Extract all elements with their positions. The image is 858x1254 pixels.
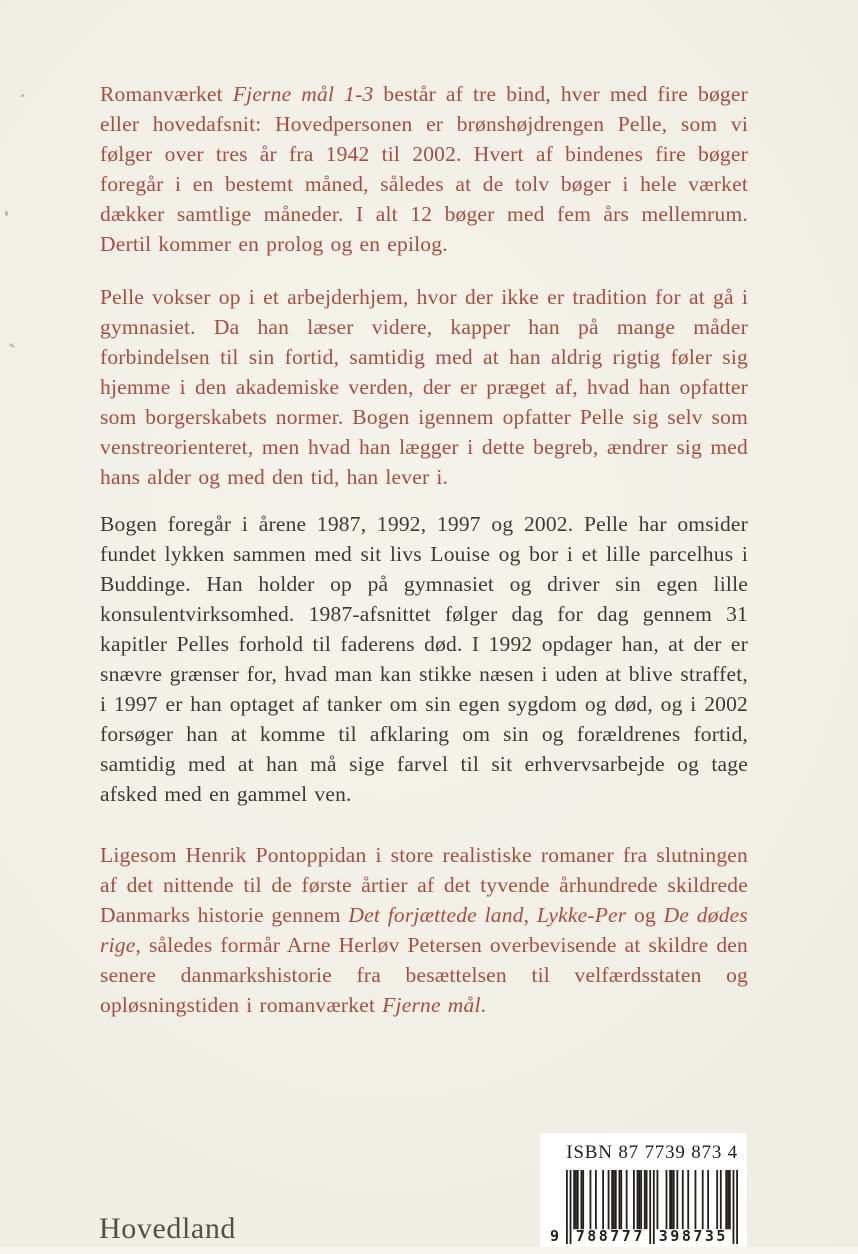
scan-speck bbox=[9, 343, 16, 349]
scan-speck bbox=[21, 94, 24, 97]
barcode-digits-left-group: 788777 bbox=[575, 1227, 645, 1245]
scan-edge-strip bbox=[0, 1247, 858, 1254]
isbn-barcode-panel bbox=[540, 1133, 747, 1250]
scan-speck bbox=[5, 211, 8, 216]
publisher-name: Hovedland bbox=[99, 1212, 237, 1245]
paragraph-plot-summary: Bogen foregår i årene 1987, 1992, 1997 og 2002. Pelle har omsider fundet lykken sammen med sit livs Louise og bor i et lille parcelhus i Buddinge. Han holder op på gymnasiet og driver sin egen lille konsulentvirksomhed. 1987-afsnittet følger dag for dag gennem 31 kapitler Pelles forhold til faderens død. I 1992 opdager han, at der er snævre grænser for, hvad man kan stikke næsen i uden at blive straffet, i 1997 er han optaget af tanker om sin egen sygdom og død, og i 2002 forsøger han at komme til afklaring om sin og forældrenes fortid, samtidig med at han må sige farvel til sit erhvervsarbejde og tage afsked med en gammel ven. bbox=[100, 512, 748, 806]
isbn-number: ISBN 87 7739 873 4 bbox=[566, 1142, 738, 1163]
paragraph-pelle-upbringing: Pelle vokser op i et arbejderhjem, hvor der ikke er tradition for at gå i gymnasiet. Da han læser videre, kapper han på mange måder forbindelsen til sin fortid, samtidig med at han aldrig rigtig føler sig hjemme i den akademiske verden, der er præget af, hvad han opfatter som borgerskabets normer. Bogen igennem opfatter Pelle sig selv som venstreorienteret, men hvad han lægger i dette begreb, ændrer sig med hans alder og med den tid, han lever i. bbox=[100, 285, 748, 489]
barcode-system-digit: 9 bbox=[550, 1227, 560, 1245]
paragraph-literary-comparison: Ligesom Henrik Pontoppidan i store realistiske romaner fra slutningen af det nittende til de første årtier af det tyvende århundrede skildrede Danmarks historie gennem Det forjættede land, Lykke-Per og De dødes rige, således formår Arne Herløv Petersen overbevisende at skildre den senere danmarkshistorie fra besættelsen til velfærdsstaten og opløsningstiden i romanværket Fjerne mål. bbox=[100, 843, 748, 1017]
paragraph-structure-overview: Romanværket Fjerne mål 1-3 består af tre bind, hver med fire bøger eller hovedafsnit: Hovedpersonen er brønshøjdrengen Pelle, som vi følger over tres år fra 1942 til 2002. Hvert af bindenes fire bøger foregår i en bestemt måned, således at de tolv bøger i hele værket dækker samtlige måneder. I alt 12 bøger med fem års mellemrum. Dertil kommer en prolog og en epilog. bbox=[100, 82, 748, 256]
barcode-digits-right-group: 398735 bbox=[658, 1227, 728, 1245]
ean13-barcode bbox=[550, 1170, 738, 1245]
